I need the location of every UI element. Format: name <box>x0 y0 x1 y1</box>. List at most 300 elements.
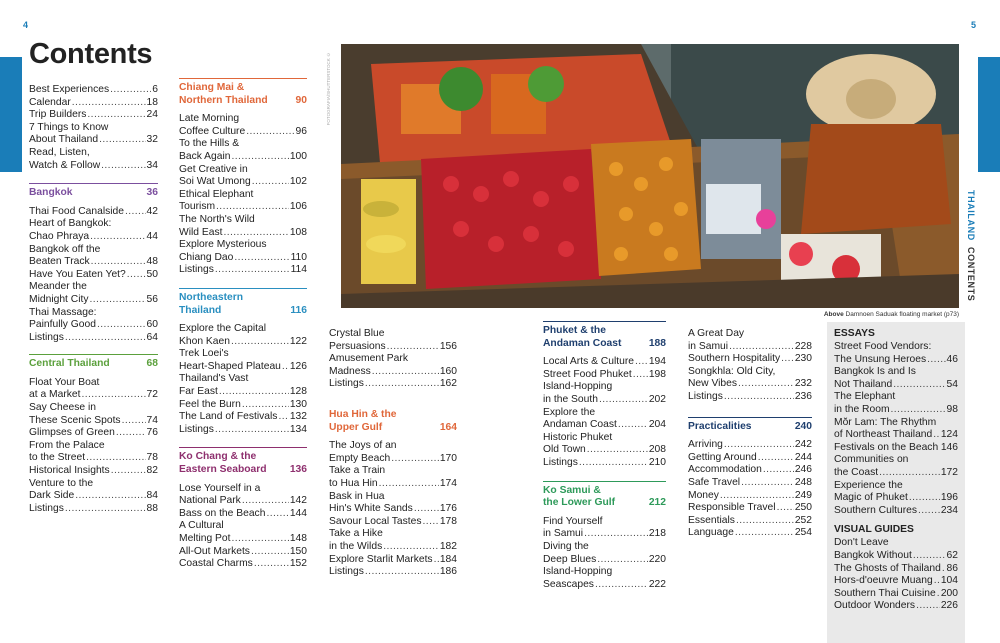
toc-entry-page: 148 <box>289 533 307 544</box>
section-bangkok[interactable] <box>29 183 158 344</box>
floating-market-illustration <box>341 44 959 308</box>
toc-entry[interactable] <box>29 122 158 147</box>
toc-entry[interactable] <box>329 566 457 579</box>
toc-entry-title: Southern Hospitality <box>688 353 781 365</box>
toc-entry[interactable] <box>29 281 158 306</box>
toc-entry[interactable] <box>329 491 457 516</box>
toc-entry[interactable] <box>29 427 158 440</box>
contents-column-3 <box>329 328 457 584</box>
toc-entry-line <box>329 366 457 379</box>
toc-entry-title: Savour Local Tastes <box>329 515 422 527</box>
toc-entry-title: The Land of Festivals <box>179 411 278 423</box>
section-header[interactable] <box>329 409 457 434</box>
toc-entry[interactable] <box>29 97 158 110</box>
toc-entry[interactable] <box>688 464 812 477</box>
toc-entry-line <box>179 189 307 202</box>
dot-leader <box>934 575 940 588</box>
toc-entry[interactable] <box>329 328 457 353</box>
toc-entry-title: Heart of Bangkok: <box>29 218 112 230</box>
toc-entry-line <box>543 444 666 457</box>
toc-entry-title: Amusement Park <box>329 353 408 365</box>
toc-entry-line <box>179 151 307 164</box>
dot-leader <box>927 354 945 367</box>
section-header[interactable] <box>543 481 666 510</box>
section-title-line-2: Andaman Coast <box>543 337 622 349</box>
toc-entry-title: Local Arts & Culture <box>543 356 634 368</box>
toc-entry-page: 124 <box>940 429 958 441</box>
toc-entry-title: Trek Loei's <box>179 348 229 360</box>
toc-entry-line <box>29 122 158 135</box>
toc-entry-line <box>834 550 958 563</box>
toc-entry-line <box>834 467 958 480</box>
toc-entry-line <box>834 417 958 430</box>
toc-entry-title: Bask in Hua <box>329 490 385 502</box>
toc-entry-title: Watch & Follow <box>29 159 101 171</box>
dot-leader <box>231 336 289 349</box>
toc-entry-title: Money <box>688 489 719 501</box>
toc-entry-title: From the Palace <box>29 439 105 451</box>
toc-entry[interactable] <box>834 341 958 366</box>
toc-entry-line <box>29 294 158 307</box>
section-page: 240 <box>794 420 812 432</box>
toc-entry-page: 236 <box>794 390 812 402</box>
toc-entry-title: Bass on the Beach <box>179 507 266 519</box>
toc-entry-title: Southern Thai Cuisine <box>834 587 936 599</box>
dot-leader <box>781 353 794 366</box>
dot-leader <box>379 478 439 491</box>
toc-entry-line <box>834 341 958 354</box>
toc-entry-title: Seascapes <box>543 578 594 590</box>
toc-entry[interactable] <box>834 454 958 479</box>
toc-entry-page: 200 <box>940 587 958 599</box>
toc-entry[interactable] <box>834 442 958 455</box>
toc-entry-line <box>29 244 158 257</box>
toc-entry[interactable] <box>543 407 666 432</box>
section-page: 36 <box>146 187 158 199</box>
toc-entry[interactable] <box>688 353 812 366</box>
toc-entry[interactable] <box>179 264 307 277</box>
toc-entry-line <box>29 134 158 147</box>
toc-entry[interactable] <box>29 307 158 332</box>
toc-entry[interactable] <box>29 269 158 282</box>
toc-entry-title: Say Cheese in <box>29 402 96 414</box>
toc-entry-line <box>543 457 666 470</box>
toc-entry[interactable] <box>29 84 158 97</box>
toc-entry-title: Accommodation <box>688 464 762 476</box>
toc-entry[interactable] <box>179 239 307 264</box>
dot-leader <box>252 176 289 189</box>
toc-entry-title: to the Street <box>29 452 86 464</box>
toc-entry[interactable] <box>543 516 666 541</box>
toc-entry-page: 208 <box>648 444 666 456</box>
toc-entry-page: 242 <box>794 439 812 451</box>
toc-entry[interactable] <box>29 244 158 269</box>
dot-leader <box>127 269 146 282</box>
section-header[interactable] <box>179 447 307 476</box>
dot-leader <box>234 252 289 265</box>
toc-entry[interactable] <box>179 113 307 138</box>
toc-entry-title: Venture to the <box>29 477 94 489</box>
toc-entry[interactable] <box>834 575 958 588</box>
toc-entry-title: Soi Wat Umong <box>179 176 251 188</box>
toc-entry[interactable] <box>179 189 307 214</box>
toc-entry-line <box>29 402 158 415</box>
toc-entry-line <box>29 160 158 173</box>
toc-entry-line <box>543 554 666 567</box>
toc-entry[interactable] <box>179 424 307 437</box>
dot-leader <box>215 264 290 277</box>
toc-entry-title: Read, Listen, <box>29 146 90 158</box>
dot-leader <box>618 419 648 432</box>
toc-entry-line <box>179 323 307 336</box>
toc-entry[interactable] <box>543 381 666 406</box>
toc-entry-line <box>179 201 307 214</box>
toc-entry[interactable] <box>29 478 158 503</box>
dot-leader <box>423 516 439 529</box>
toc-entry-line <box>179 411 307 424</box>
section-header[interactable] <box>179 78 307 107</box>
dot-leader <box>72 97 146 110</box>
toc-entry[interactable] <box>179 411 307 424</box>
toc-entry-page: 210 <box>648 456 666 468</box>
toc-entry[interactable] <box>834 505 958 518</box>
toc-entry-line <box>329 516 457 529</box>
toc-entry-title: Southern Cultures <box>834 504 917 516</box>
page-number-left: 4 <box>23 20 29 30</box>
toc-entry-line <box>329 353 457 366</box>
section-ko-samui[interactable] <box>543 481 666 592</box>
section-title: Practicalities <box>688 420 752 432</box>
toc-entry-line <box>834 588 958 601</box>
toc-entry[interactable] <box>543 566 666 591</box>
toc-entry-page: 182 <box>439 540 457 552</box>
features-sidebar <box>834 327 958 613</box>
toc-entry-title: Experience the <box>834 479 903 491</box>
toc-entry-line <box>688 490 812 503</box>
toc-entry[interactable] <box>329 378 457 391</box>
toc-entry-line <box>543 579 666 592</box>
toc-entry-page: 234 <box>940 504 958 516</box>
toc-entry[interactable] <box>179 373 307 398</box>
toc-entry[interactable] <box>179 520 307 545</box>
toc-entry-title: in the South <box>543 393 598 405</box>
toc-entry-page: 198 <box>648 368 666 380</box>
dot-leader <box>579 457 648 470</box>
toc-entry-line <box>29 377 158 390</box>
dot-leader <box>242 399 289 412</box>
dot-leader <box>232 533 289 546</box>
toc-entry-line <box>179 361 307 374</box>
section-title-line-1: Ko Samui & <box>543 484 601 496</box>
toc-entry[interactable] <box>179 348 307 373</box>
toc-entry-page: 176 <box>439 503 457 515</box>
floating-market-photo <box>341 44 959 308</box>
dot-leader <box>65 503 146 516</box>
dot-leader <box>101 160 145 173</box>
toc-entry-line <box>29 206 158 219</box>
toc-entry-title: Bangkok Is and Is <box>834 366 916 378</box>
section-title-line-1: Ko Chang & the <box>179 451 257 463</box>
toc-entry[interactable] <box>688 366 812 391</box>
toc-entry-page: 102 <box>289 176 307 188</box>
section-title-line-2: Northern Thailand <box>179 94 268 106</box>
toc-entry[interactable] <box>834 366 958 391</box>
photo-credit: FOTOGRAFIA/SHUTTERSTOCK © <box>326 52 331 126</box>
section-hua-hin[interactable] <box>329 409 457 579</box>
toc-entry-title: Island-Hopping <box>543 566 613 578</box>
section-header[interactable] <box>29 183 158 200</box>
toc-entry-title: The Ghosts of Thailand <box>834 562 941 574</box>
toc-entry[interactable] <box>179 508 307 521</box>
toc-entry[interactable] <box>834 588 958 601</box>
toc-entry-title: Empty Beach <box>329 452 391 464</box>
toc-entry[interactable] <box>29 503 158 516</box>
toc-entry[interactable] <box>329 516 457 529</box>
toc-entry-page: 34 <box>146 159 158 171</box>
toc-entry[interactable] <box>179 546 307 559</box>
toc-entry-page: 174 <box>439 477 457 489</box>
toc-entry[interactable] <box>688 328 812 353</box>
toc-entry-title: The North's Wild <box>179 213 255 225</box>
section-entries <box>543 516 666 592</box>
toc-entry-page: 249 <box>794 489 812 501</box>
toc-entry[interactable] <box>834 537 958 562</box>
toc-entry-title: Getting Around <box>688 451 757 463</box>
toc-entry[interactable] <box>688 477 812 490</box>
section-title <box>329 409 397 434</box>
toc-entry-title: Meander the <box>29 281 87 293</box>
toc-entry-line <box>179 126 307 139</box>
toc-entry-page: 86 <box>946 562 958 574</box>
toc-entry-title: Thailand's Vast <box>179 373 249 385</box>
section-page: 188 <box>648 337 666 349</box>
toc-entry[interactable] <box>688 452 812 465</box>
toc-entry-page: 232 <box>794 378 812 390</box>
toc-entry-page: 104 <box>940 575 958 587</box>
toc-entry[interactable] <box>29 402 158 427</box>
toc-entry-line <box>179 558 307 571</box>
toc-entry-page: 78 <box>146 452 158 464</box>
section-entries <box>179 323 307 436</box>
section-title-line-2: Upper Gulf <box>329 421 383 433</box>
toc-entry-page: 228 <box>794 340 812 352</box>
dot-leader <box>777 502 794 515</box>
toc-entry[interactable] <box>29 206 158 219</box>
section-title: Bangkok <box>29 187 73 199</box>
toc-entry[interactable] <box>834 417 958 442</box>
toc-entry[interactable] <box>834 600 958 613</box>
toc-entry-title: Hors-d'oeuvre Muang <box>834 575 933 587</box>
toc-entry-page: 6 <box>152 84 158 95</box>
toc-entry[interactable] <box>29 465 158 478</box>
dot-leader <box>434 554 439 567</box>
toc-entry[interactable] <box>543 457 666 470</box>
toc-entry-title: Late Morning <box>179 113 240 125</box>
section-practicalities[interactable] <box>688 417 812 540</box>
toc-entry-line <box>29 109 158 122</box>
toc-entry-title: Madness <box>329 365 371 377</box>
toc-entry[interactable] <box>834 391 958 416</box>
dot-leader <box>720 490 794 503</box>
toc-entry-page: 196 <box>940 492 958 504</box>
toc-entry[interactable] <box>29 332 158 345</box>
toc-entry-title: Take a Hike <box>329 528 383 540</box>
section-phuket[interactable] <box>543 321 666 470</box>
contents-column-5 <box>688 328 812 545</box>
toc-entry[interactable] <box>179 323 307 348</box>
dot-leader <box>942 563 946 576</box>
toc-entry-title: Lose Yourself in a <box>179 482 261 494</box>
toc-entry-page: 128 <box>289 386 307 398</box>
toc-entry-line <box>329 554 457 567</box>
toc-entry[interactable] <box>29 377 158 402</box>
toc-entry[interactable] <box>29 109 158 122</box>
toc-entry-page: 110 <box>290 251 307 263</box>
dot-leader <box>387 341 439 354</box>
toc-entry-line <box>688 391 812 404</box>
toc-entry[interactable] <box>329 528 457 553</box>
toc-entry[interactable] <box>688 439 812 452</box>
toc-entry[interactable] <box>329 353 457 378</box>
toc-entry-title: Midnight City <box>29 293 89 305</box>
toc-entry[interactable] <box>329 554 457 567</box>
toc-entry-title: Coffee Culture <box>179 125 246 137</box>
toc-entry[interactable] <box>543 369 666 382</box>
dot-leader <box>282 361 289 374</box>
toc-entry-title: Explore Starlit Markets <box>329 553 433 565</box>
section-header[interactable] <box>688 417 812 434</box>
dot-leader <box>219 386 289 399</box>
toc-entry-page: 160 <box>439 365 457 377</box>
section-ko-chang[interactable] <box>179 447 307 570</box>
toc-entry-title: Find Yourself <box>543 515 603 527</box>
toc-entry[interactable] <box>688 527 812 540</box>
toc-entry-title: Listings <box>29 331 64 343</box>
toc-entry[interactable] <box>29 147 158 172</box>
toc-entry-line <box>29 281 158 294</box>
dot-leader <box>125 206 146 219</box>
toc-entry-line <box>179 113 307 126</box>
toc-entry[interactable] <box>29 218 158 243</box>
toc-entry[interactable] <box>179 399 307 412</box>
toc-entry-line <box>179 227 307 240</box>
toc-entry-title: Magic of Phuket <box>834 492 908 504</box>
toc-entry[interactable] <box>543 541 666 566</box>
toc-entry-line <box>29 490 158 503</box>
toc-entry-line <box>29 319 158 332</box>
toc-entry[interactable] <box>688 391 812 404</box>
dot-leader <box>909 492 940 505</box>
dot-leader <box>87 109 145 122</box>
section-entries <box>179 113 307 277</box>
section-title <box>543 485 615 510</box>
toc-entry-page: 202 <box>648 393 666 405</box>
toc-entry[interactable] <box>179 214 307 239</box>
toc-entry-line <box>29 478 158 491</box>
essays-list <box>834 341 958 517</box>
toc-entry-page: 122 <box>289 335 307 347</box>
toc-entry-line <box>543 381 666 394</box>
toc-entry[interactable] <box>179 164 307 189</box>
toc-entry-title: National Park <box>179 495 241 507</box>
toc-entry-title: Crystal Blue <box>329 328 385 339</box>
toc-entry[interactable] <box>329 440 457 465</box>
toc-entry-page: 106 <box>289 201 307 213</box>
toc-entry-line <box>29 231 158 244</box>
toc-entry-title: Ethical Elephant <box>179 188 254 200</box>
section-chiang-mai[interactable] <box>179 78 307 277</box>
toc-entry-line <box>29 427 158 440</box>
toc-entry-line <box>179 138 307 151</box>
toc-entry-line <box>179 399 307 412</box>
toc-entry[interactable] <box>688 502 812 515</box>
dot-leader <box>224 227 289 240</box>
toc-entry-title: Best Experiences <box>29 84 110 95</box>
section-header[interactable] <box>29 354 158 371</box>
toc-entry-page: 48 <box>146 256 158 268</box>
dot-leader <box>414 503 439 516</box>
toc-entry[interactable] <box>543 432 666 457</box>
toc-entry-page: 24 <box>146 109 158 121</box>
toc-entry-page: 246 <box>794 464 812 476</box>
section-header[interactable] <box>543 321 666 350</box>
toc-entry-title: Khon Kaen <box>179 335 230 347</box>
dot-leader <box>724 439 794 452</box>
toc-entry[interactable] <box>543 356 666 369</box>
toc-entry[interactable] <box>179 138 307 163</box>
dot-leader <box>584 528 648 541</box>
toc-entry-page: 184 <box>439 553 457 565</box>
toc-entry-page: 250 <box>794 502 812 514</box>
toc-entry-line <box>834 354 958 367</box>
dot-leader <box>595 579 648 592</box>
toc-entry-page: 222 <box>648 578 666 590</box>
toc-entry[interactable] <box>688 490 812 503</box>
toc-entry-page: 44 <box>146 230 158 242</box>
toc-entry[interactable] <box>834 480 958 505</box>
section-header[interactable] <box>179 288 307 317</box>
toc-entry[interactable] <box>179 558 307 571</box>
section-central-thailand[interactable] <box>29 354 158 515</box>
toc-entry-page: 42 <box>146 205 158 217</box>
toc-entry-line <box>834 492 958 505</box>
toc-entry-page: 46 <box>946 353 958 365</box>
toc-entry-page: 194 <box>648 356 666 368</box>
toc-entry[interactable] <box>29 440 158 465</box>
dot-leader <box>122 415 146 428</box>
toc-entry-page: 178 <box>439 515 457 527</box>
toc-entry[interactable] <box>179 483 307 508</box>
toc-entry[interactable] <box>329 465 457 490</box>
visual-guides-list <box>834 537 958 613</box>
toc-entry-page: 56 <box>146 293 158 305</box>
toc-entry-line <box>834 404 958 417</box>
toc-entry-line <box>834 537 958 550</box>
toc-entry-title: Have You Eaten Yet? <box>29 268 126 280</box>
toc-entry-title: Mŏr Lam: The Rhythm <box>834 416 937 428</box>
section-entries <box>29 206 158 345</box>
toc-entry[interactable] <box>688 515 812 528</box>
toc-entry-line <box>834 575 958 588</box>
toc-entry-title: at a Market <box>29 389 81 401</box>
toc-entry-title: Tourism <box>179 201 216 213</box>
toc-entry-page: 82 <box>146 465 158 477</box>
toc-entry-line <box>543 541 666 554</box>
toc-entry[interactable] <box>834 563 958 576</box>
dot-leader <box>879 467 940 480</box>
toc-entry-line <box>834 505 958 518</box>
section-northeastern[interactable] <box>179 288 307 437</box>
